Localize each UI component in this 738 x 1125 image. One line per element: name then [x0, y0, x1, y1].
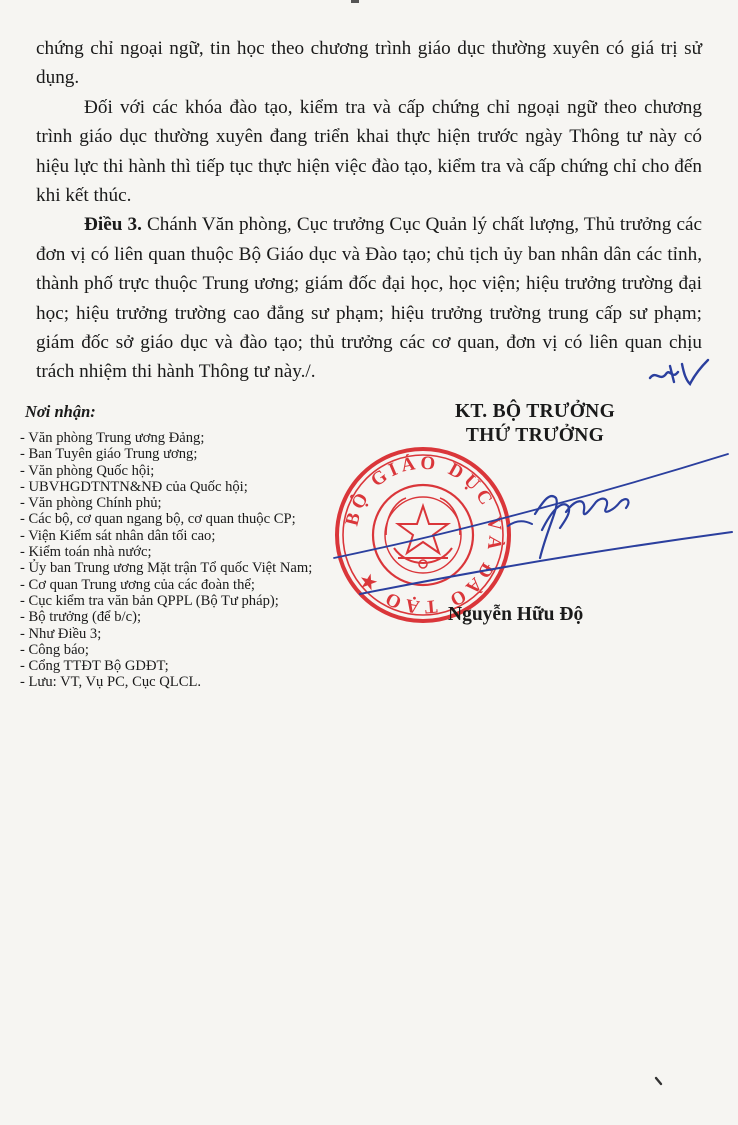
- recipients-title: Nơi nhận:: [25, 402, 96, 421]
- recipient-item: - Các bộ, cơ quan ngang bộ, cơ quan thuộc CP;: [20, 511, 296, 528]
- recipient-item: - Công báo;: [20, 641, 89, 658]
- recipient-item: - Cục kiểm tra văn bản QPPL (Bộ Tư pháp);: [20, 592, 279, 609]
- recipient-item: - Ban Tuyên giáo Trung ương;: [20, 446, 198, 463]
- paragraph-continuation: chứng chỉ ngoại ngữ, tin học theo chương trình giáo dục thường xuyên có giá trị sử dụng.: [36, 38, 702, 89]
- recipient-item: - Như Điều 3;: [20, 625, 102, 642]
- recipient-item: - Bộ trưởng (để b/c);: [20, 609, 141, 626]
- svg-text:BỘ GIÁO DỤC VÀ ĐÀO TẠO ★: BỘ GIÁO DỤC VÀ ĐÀO TẠO ★: [341, 452, 506, 618]
- page-top-mark: [351, 0, 359, 3]
- handwritten-initial-mark: [646, 356, 710, 390]
- recipient-item: - Kiểm toán nhà nước;: [20, 544, 152, 561]
- recipient-item: - Văn phòng Quốc hội;: [20, 462, 155, 479]
- article-3-label: Điều 3.: [84, 214, 142, 236]
- recipient-item: - UBVHGDTNTN&NĐ của Quốc hội;: [20, 478, 248, 495]
- recipient-item: - Cơ quan Trung ương của các đoàn thể;: [20, 576, 255, 593]
- paragraph-article-3: [36, 210, 702, 386]
- handwritten-signature-icon: [320, 440, 738, 630]
- recipient-item: - Văn phòng Chính phủ;: [20, 495, 162, 512]
- recipients-list: [20, 430, 360, 691]
- ink-dot-icon: [654, 1076, 664, 1086]
- recipient-item: - Ủy ban Trung ương Mặt trận Tổ quốc Việt Nam;: [20, 560, 313, 577]
- recipient-item: - Viện Kiểm sát nhân dân tối cao;: [20, 527, 216, 544]
- recipient-item: - Văn phòng Trung ương Đảng;: [20, 430, 205, 446]
- signer-position-title: THỨ TRƯỞNG: [465, 425, 605, 446]
- article-3-text: Chánh Văn phòng, Cục trưởng Cục Quản lý chất lượng, Thủ trưởng các đơn vị có liên quan thuộc Bộ Giáo dục và Đào tạo; chủ tịch ủy ban nhân dân các tỉnh, thành phố trực thuộc Trung ương; giám đốc đại học, học viện; hiệu trưởng trường đại học; hiệu trưởng trường cao đẳng sư phạm; hiệu trưởng trường trung cấp sư phạm; giám đốc sở giáo dục và đào tạo; thủ trưởng các cơ quan, đơn vị có liên quan chịu trách nhiệm thi hành Thông tư này./.: [36, 214, 703, 383]
- signer-name: Nguyễn Hữu Độ: [448, 604, 584, 625]
- recipients-block: [20, 402, 360, 691]
- recipient-item: - Cổng TTĐT Bộ GDĐT;: [20, 658, 169, 675]
- document-body: [36, 34, 702, 387]
- signer-authority-title: KT. BỘ TRƯỞNG: [454, 401, 616, 422]
- recipient-item: - Lưu: VT, Vụ PC, Cục QLCL.: [20, 674, 202, 691]
- paragraph-transitional: Đối với các khóa đào tạo, kiểm tra và cấp chứng chỉ ngoại ngữ theo chương trình giáo dục thường xuyên đang triển khai thực hiện trước ngày Thông tư này có hiệu lực thi hành thì tiếp tục thực hiện việc đào tạo, kiểm tra và cấp chứng chỉ cho đến khi kết thúc.: [36, 96, 702, 207]
